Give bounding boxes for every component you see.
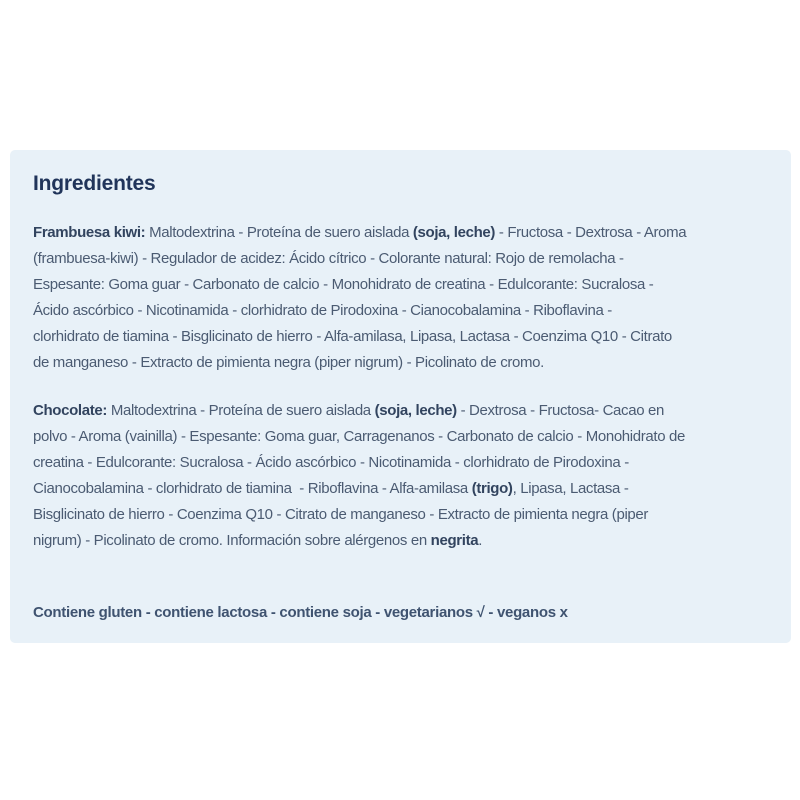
text-segment: nigrum) - Picolinato de cromo. Información sobre alérgenos en: [33, 532, 431, 549]
ingredients-panel: [10, 150, 791, 643]
text-segment: de manganeso - Extracto de pimienta negra (piper nigrum) - Picolinato de cromo.: [33, 354, 544, 371]
ingredients-title: Ingredientes: [33, 172, 156, 195]
text-segment: (frambuesa-kiwi) - Regulador de acidez: Ácido cítrico - Colorante natural: Rojo de remolacha -: [33, 250, 624, 267]
text-segment: .: [478, 532, 483, 549]
text-line: [33, 476, 765, 502]
text-segment: , Lipasa, Lactasa -: [512, 480, 629, 497]
bold-text-segment: (soja, leche): [374, 402, 457, 419]
ingredients-paragraphs: [33, 220, 765, 554]
text-line: [33, 272, 765, 298]
text-segment: Espesante: Goma guar - Carbonato de calcio - Monohidrato de creatina - Edulcorante: Sucralosa -: [33, 276, 654, 293]
text-segment: Bisglicinato de hierro - Coenzima Q10 - Citrato de manganeso - Extracto de pimienta negra (piper: [33, 506, 649, 523]
text-segment: Maltodextrina - Proteína de suero aislada: [145, 224, 413, 241]
paragraph-frambuesa-kiwi: [33, 220, 765, 376]
text-line: [33, 450, 765, 476]
text-line: [33, 324, 765, 350]
text-segment: polvo - Aroma (vainilla) - Espesante: Goma guar, Carragenanos - Carbonato de calcio - Monohidrato de: [33, 428, 686, 445]
text-line: [33, 246, 765, 272]
bold-text-segment: Chocolate:: [33, 402, 108, 419]
paragraph-chocolate: [33, 398, 765, 554]
text-segment: creatina - Edulcorante: Sucralosa - Ácido ascórbico - Nicotinamida - clorhidrato de Pirodoxina -: [33, 454, 629, 471]
bold-text-segment: negrita: [430, 532, 479, 549]
bold-text-segment: Frambuesa kiwi:: [33, 224, 146, 241]
text-segment: Ácido ascórbico - Nicotinamida - clorhidrato de Pirodoxina - Cianocobalamina - Riboflavina -: [33, 302, 612, 319]
text-segment: - Dextrosa - Fructosa- Cacao en: [456, 402, 664, 419]
text-segment: - Fructosa - Dextrosa - Aroma: [495, 224, 687, 241]
text-line: [33, 424, 765, 450]
text-line: [33, 502, 765, 528]
allergen-summary-line: Contiene gluten - contiene lactosa - contiene soja - vegetarianos √ - veganos x: [33, 604, 568, 621]
text-line: [33, 528, 765, 554]
bold-text-segment: (soja, leche): [412, 224, 496, 241]
text-segment: clorhidrato de tiamina - Bisglicinato de hierro - Alfa-amilasa, Lipasa, Lactasa - Coenzima Q10 - Citrato: [33, 328, 672, 345]
text-line: [33, 298, 765, 324]
text-segment: Cianocobalamina - clorhidrato de tiamina - Riboflavina - Alfa-amilasa: [33, 480, 472, 497]
text-segment: Maltodextrina - Proteína de suero aislada: [107, 402, 375, 419]
text-line: [33, 220, 765, 246]
text-line: [33, 350, 765, 376]
text-line: [33, 398, 765, 424]
bold-text-segment: (trigo): [471, 480, 513, 497]
